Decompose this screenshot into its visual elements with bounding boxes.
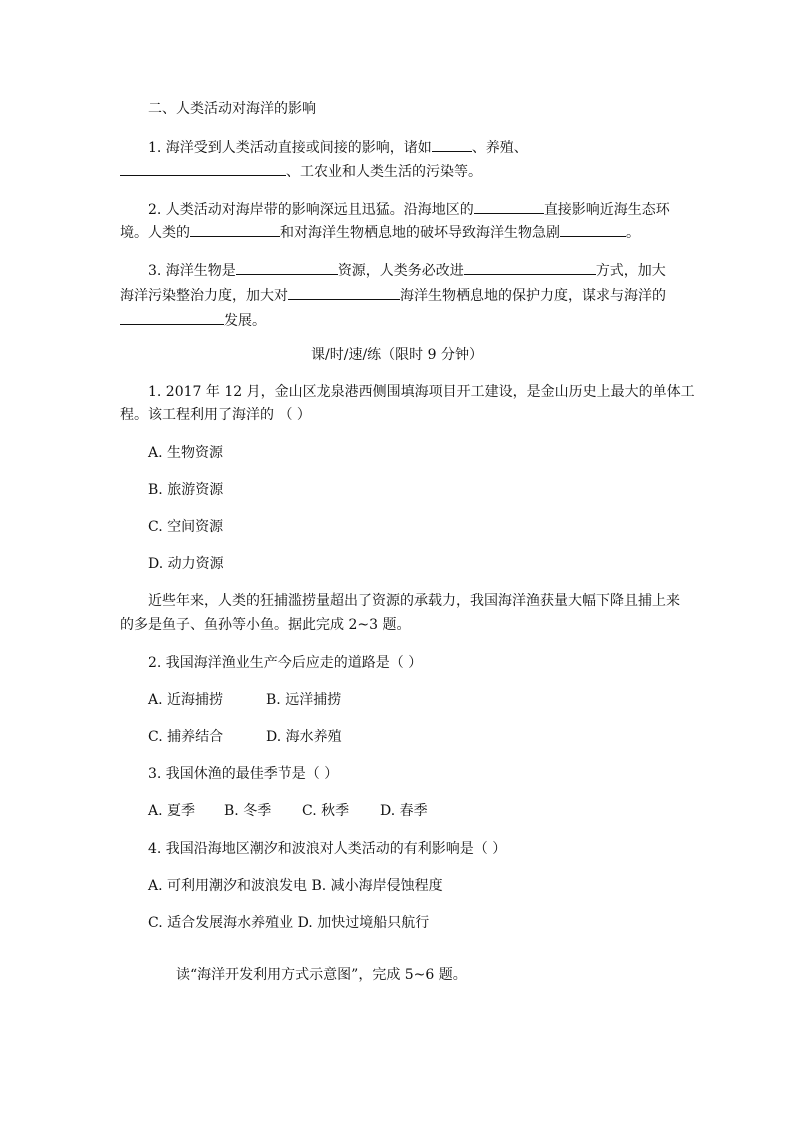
q3-option-c[interactable]: C. 秋季 [302, 803, 350, 819]
q1-text-b: 、养殖、 [471, 140, 528, 156]
fill-question-3-line-2 [120, 285, 666, 305]
answer-blank[interactable] [288, 285, 400, 300]
intro-2-3-line-1: 近些年来，人类的狂捕滥捞量超出了资源的承载力，我国海洋渔获量大幅下降且捕上来 [148, 593, 680, 609]
q1-option-b[interactable]: B. 旅游资源 [148, 482, 224, 498]
answer-blank[interactable] [120, 310, 224, 325]
q2-text-b: 直接影响近海生态环 [543, 202, 670, 218]
fill-question-1-line-2 [120, 161, 482, 181]
section-heading: 二、人类活动对海洋的影响 [148, 101, 316, 117]
q3-option-a[interactable]: A. 夏季 [148, 803, 196, 819]
answer-blank[interactable] [474, 199, 544, 214]
mc-question-3-stem: 3. 我国休渔的最佳季节是（ ） [148, 766, 339, 782]
answer-blank[interactable] [464, 260, 596, 275]
answer-blank[interactable] [560, 222, 626, 237]
q3-text-f: 发展。 [224, 313, 266, 329]
mc-question-1-stem-2: 程。该工程利用了海洋的 （ ） [120, 407, 311, 423]
q4-options-c-d[interactable]: C. 适合发展海水养殖业 D. 加快过境船只航行 [148, 915, 430, 931]
mc-question-4-stem: 4. 我国沿海地区潮汐和波浪对人类活动的有利影响是（ ） [148, 841, 507, 857]
mc-question-2-stem: 2. 我国海洋渔业生产今后应走的道路是（ ） [148, 655, 423, 671]
fill-question-1-line-1 [148, 137, 528, 157]
q2-option-c[interactable]: C. 捕养结合 [148, 729, 224, 745]
intro-2-3-line-2: 的多是鱼子、鱼孙等小鱼。据此完成 2~3 题。 [120, 617, 411, 633]
q2-text-c: 境。人类的 [120, 225, 190, 241]
answer-blank[interactable] [120, 161, 286, 176]
q2-option-a[interactable]: A. 近海捕捞 [148, 692, 224, 708]
fill-question-3-line-1 [148, 260, 666, 280]
q2-option-b[interactable]: B. 远洋捕捞 [266, 692, 342, 708]
q2-text-a: 2. 人类活动对海岸带的影响深远且迅猛。沿海地区的 [148, 202, 474, 218]
q3-text-b: 资源，人类务必改进 [337, 263, 464, 279]
mc-question-1-stem-1: 1. 2017 年 12 月，金山区龙泉港西侧围填海项目开工建设，是金山历史上最大的单体工 [148, 384, 695, 400]
q3-text-c: 方式，加大 [595, 263, 666, 279]
answer-blank[interactable] [432, 137, 472, 152]
q3-option-d[interactable]: D. 春季 [380, 803, 428, 819]
q3-option-b[interactable]: B. 冬季 [224, 803, 272, 819]
answer-blank[interactable] [236, 260, 338, 275]
q1-text-a: 1. 海洋受到人类活动直接或间接的影响，诸如 [148, 140, 432, 156]
q2-option-d[interactable]: D. 海水养殖 [266, 729, 342, 745]
fill-question-2-line-2 [120, 222, 640, 242]
q1-text-c: 、工农业和人类生活的污染等。 [286, 164, 482, 180]
q1-option-c[interactable]: C. 空间资源 [148, 519, 224, 535]
q3-text-d: 海洋污染整治力度，加大对 [120, 288, 288, 304]
q4-options-a-b[interactable]: A. 可利用潮汐和波浪发电 B. 减小海岸侵蚀程度 [148, 878, 443, 894]
q2-text-d: 和对海洋生物栖息地的破坏导致海洋生物急剧 [280, 225, 560, 241]
intro-5-6: 读“海洋开发利用方式示意图”，完成 5~6 题。 [176, 967, 467, 983]
q1-option-a[interactable]: A. 生物资源 [148, 445, 224, 461]
q3-text-e: 海洋生物栖息地的保护力度，谋求与海洋的 [400, 288, 666, 304]
q2-text-e: 。 [626, 225, 640, 241]
practice-title: 课/时/速/练（限时 9 分钟） [311, 347, 483, 363]
fill-question-3-line-3 [120, 310, 266, 330]
q3-text-a: 3. 海洋生物是 [148, 263, 236, 279]
q1-option-d[interactable]: D. 动力资源 [148, 556, 224, 572]
answer-blank[interactable] [190, 222, 280, 237]
fill-question-2-line-1 [148, 199, 670, 219]
